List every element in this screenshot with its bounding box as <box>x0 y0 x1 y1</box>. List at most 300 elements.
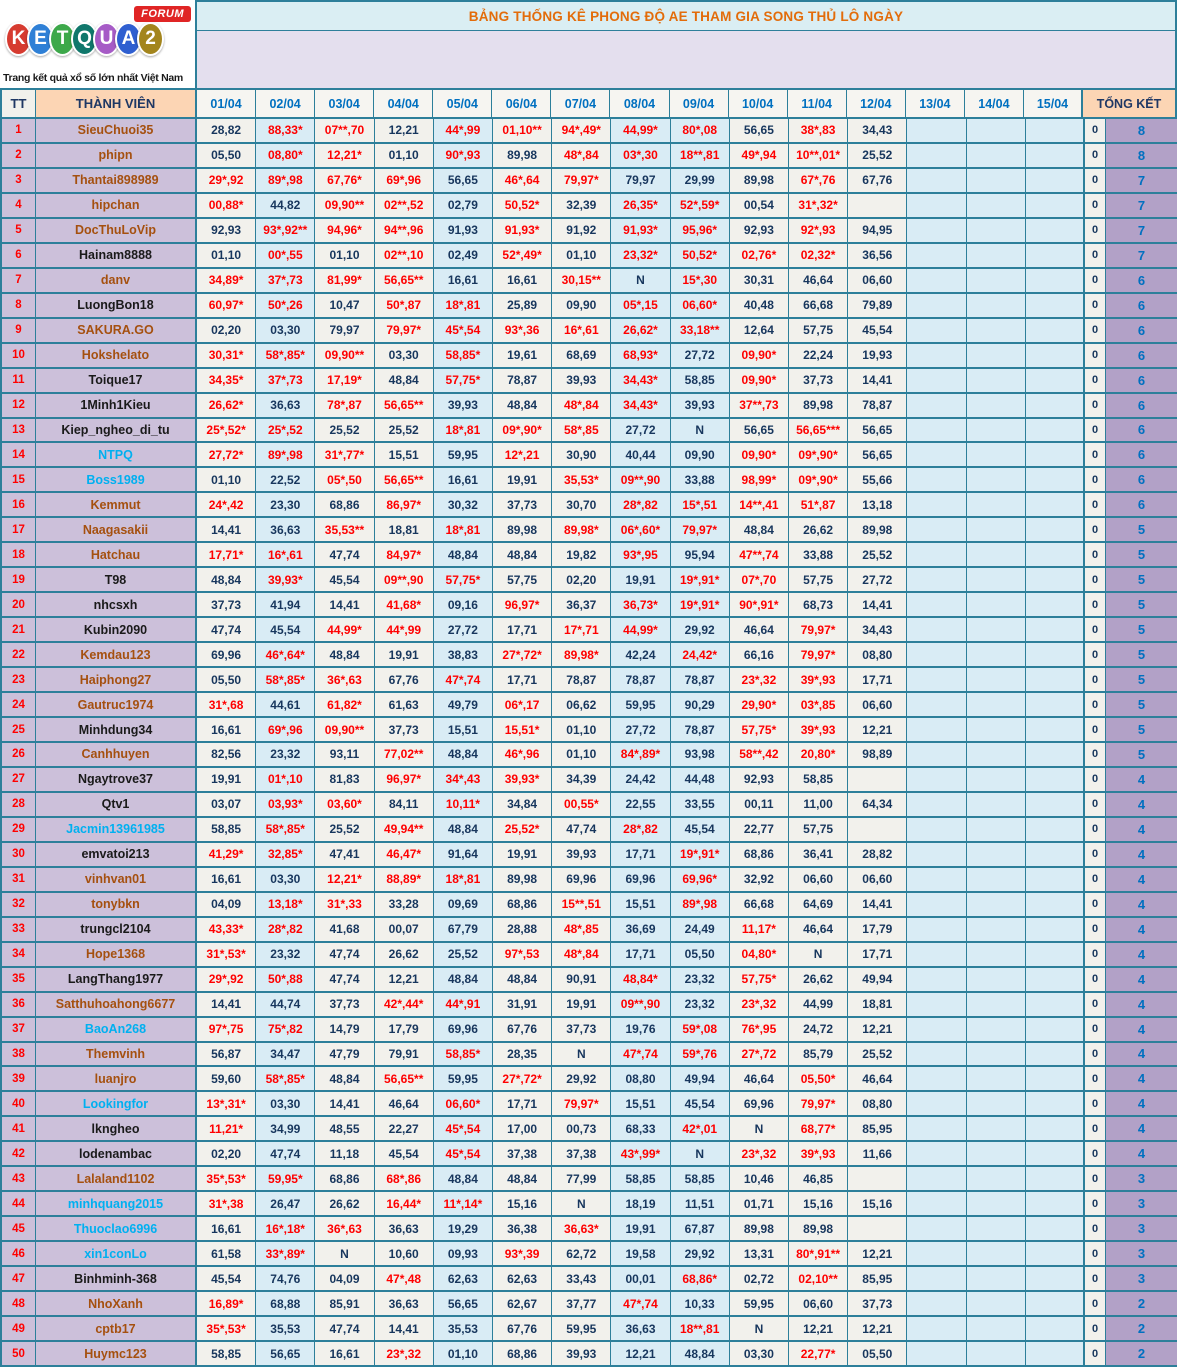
table-row <box>2 818 1177 843</box>
value-cell: 18,81 <box>375 518 434 543</box>
value-cell <box>1026 843 1085 868</box>
value-cell: 58,85 <box>197 818 256 843</box>
value-cell: 79,91 <box>375 1043 434 1068</box>
value-cell: 45,54 <box>256 618 315 643</box>
value-cell: 48,84 <box>434 543 493 568</box>
member-name: 1Minh1Kieu <box>36 394 197 419</box>
value-cell: 01,10 <box>434 1342 493 1367</box>
value-cell: 46,64 <box>789 918 848 943</box>
total-cell: 7 <box>1106 219 1177 244</box>
value-cell: 37,73 <box>493 493 552 518</box>
value-cell: 26,62* <box>611 319 670 344</box>
value-cell: 20,80* <box>789 743 848 768</box>
value-cell <box>967 693 1026 718</box>
value-cell: 09*,90* <box>789 443 848 468</box>
value-cell: 67,76 <box>493 1018 552 1043</box>
value-cell: 56,65 <box>256 1342 315 1367</box>
value-cell: 41,68* <box>375 593 434 618</box>
total-cell: 4 <box>1106 1043 1177 1068</box>
value-cell: 81,83 <box>315 768 374 793</box>
value-cell: 28,88 <box>493 918 552 943</box>
value-cell: 09**,90 <box>611 993 670 1018</box>
value-cell: 79,97 <box>315 319 374 344</box>
member-name: Ngaytrove37 <box>36 768 197 793</box>
zero-cell: 0 <box>1085 693 1106 718</box>
value-cell: 03*,85 <box>789 693 848 718</box>
logo-letter-icon: E <box>27 22 54 56</box>
total-cell: 3 <box>1106 1267 1177 1292</box>
value-cell <box>907 1167 966 1192</box>
value-cell: 97*,75 <box>197 1018 256 1043</box>
value-cell <box>907 1192 966 1217</box>
value-cell: 57,75* <box>434 568 493 593</box>
value-cell: 69,96* <box>671 868 730 893</box>
value-cell <box>967 244 1026 269</box>
total-cell: 7 <box>1106 169 1177 194</box>
zero-cell: 0 <box>1085 893 1106 918</box>
value-cell: 59,60 <box>197 1067 256 1092</box>
table-row <box>2 394 1177 419</box>
table-row <box>2 518 1177 543</box>
value-cell <box>1026 1192 1085 1217</box>
value-cell <box>1026 1267 1085 1292</box>
value-cell: 09,90 <box>671 443 730 468</box>
table-row <box>2 319 1177 344</box>
value-cell <box>967 743 1026 768</box>
zero-cell: 0 <box>1085 868 1106 893</box>
value-cell: 37**,73 <box>730 394 789 419</box>
value-cell: 03,30 <box>256 319 315 344</box>
value-cell: 58*,85* <box>256 1067 315 1092</box>
zero-cell: 0 <box>1085 993 1106 1018</box>
value-cell: 45,54 <box>375 1142 434 1167</box>
header-date: 02/04 <box>256 90 315 117</box>
value-cell <box>907 319 966 344</box>
value-cell: 00,73 <box>552 1117 611 1142</box>
value-cell: 26,62* <box>197 394 256 419</box>
value-cell <box>967 1092 1026 1117</box>
total-cell: 4 <box>1106 943 1177 968</box>
tt-cell: 19 <box>2 568 36 593</box>
value-cell: 06,62 <box>552 693 611 718</box>
value-cell <box>967 818 1026 843</box>
total-cell: 2 <box>1106 1342 1177 1367</box>
value-cell: 46,64 <box>730 618 789 643</box>
value-cell: 15,51* <box>493 718 552 743</box>
value-cell: 33,88 <box>789 543 848 568</box>
value-cell: 84,97* <box>375 543 434 568</box>
value-cell: N <box>671 419 730 444</box>
tt-cell: 42 <box>2 1142 36 1167</box>
value-cell: 56,65** <box>375 394 434 419</box>
value-cell: 58*,85* <box>256 818 315 843</box>
value-cell <box>967 593 1026 618</box>
logo-letter-icon: T <box>49 22 76 56</box>
total-cell: 7 <box>1106 244 1177 269</box>
total-cell: 3 <box>1106 1217 1177 1242</box>
value-cell <box>1026 1317 1085 1342</box>
value-cell: 19,61 <box>493 344 552 369</box>
value-cell: 17,71 <box>611 843 670 868</box>
value-cell: 05,50 <box>197 144 256 169</box>
value-cell: 44,99 <box>789 993 848 1018</box>
value-cell: 23,32* <box>611 244 670 269</box>
value-cell: 06,60* <box>671 294 730 319</box>
value-cell: 90*,91* <box>730 593 789 618</box>
value-cell: 56,65** <box>375 468 434 493</box>
forum-badge: FORUM <box>134 6 191 22</box>
value-cell <box>967 1018 1026 1043</box>
value-cell <box>1026 1142 1085 1167</box>
tt-cell: 30 <box>2 843 36 868</box>
value-cell: 58,85* <box>434 1043 493 1068</box>
page-title: BẢNG THỐNG KÊ PHONG ĐỘ AE THAM GIA SONG THỦ LÔ NGÀY <box>197 2 1175 31</box>
table-row <box>2 493 1177 518</box>
value-cell: 17,71 <box>493 668 552 693</box>
value-cell: 67,76 <box>848 169 907 194</box>
table-row <box>2 1167 1177 1192</box>
value-cell: 51*,87 <box>789 493 848 518</box>
value-cell: 58**,42 <box>730 743 789 768</box>
value-cell: 37,73 <box>315 993 374 1018</box>
value-cell: 48,84 <box>493 543 552 568</box>
total-cell: 4 <box>1106 868 1177 893</box>
value-cell: 15,16 <box>789 1192 848 1217</box>
value-cell: 05,50* <box>789 1067 848 1092</box>
zero-cell: 0 <box>1085 1067 1106 1092</box>
value-cell: 03*,30 <box>611 144 670 169</box>
total-cell: 4 <box>1106 793 1177 818</box>
value-cell: 45,54 <box>671 1092 730 1117</box>
table-row <box>2 1267 1177 1292</box>
value-cell: 46,64 <box>375 1092 434 1117</box>
total-cell: 6 <box>1106 269 1177 294</box>
value-cell: 24,42* <box>671 643 730 668</box>
value-cell <box>1026 1292 1085 1317</box>
value-cell: 85,91 <box>315 1292 374 1317</box>
value-cell: 47*,74 <box>611 1292 670 1317</box>
value-cell: 19,76 <box>611 1018 670 1043</box>
value-cell <box>967 319 1026 344</box>
member-name: Lalaland1102 <box>36 1167 197 1192</box>
value-cell: 13,18 <box>848 493 907 518</box>
value-cell <box>907 369 966 394</box>
table-row <box>2 943 1177 968</box>
value-cell: 15,16 <box>848 1192 907 1217</box>
tt-cell: 26 <box>2 743 36 768</box>
zero-cell: 0 <box>1085 1292 1106 1317</box>
value-cell: 43,33* <box>197 918 256 943</box>
value-cell: 48,84 <box>315 643 374 668</box>
total-cell: 8 <box>1106 119 1177 144</box>
value-cell <box>907 518 966 543</box>
total-cell: 4 <box>1106 818 1177 843</box>
total-cell: 5 <box>1106 568 1177 593</box>
value-cell: 09,90** <box>315 718 374 743</box>
value-cell: 37,38 <box>552 1142 611 1167</box>
value-cell <box>967 294 1026 319</box>
total-cell: 8 <box>1106 144 1177 169</box>
value-cell: 19*,91* <box>671 568 730 593</box>
table-row <box>2 1242 1177 1267</box>
value-cell: 22,55 <box>611 793 670 818</box>
tt-cell: 37 <box>2 1018 36 1043</box>
value-cell: 17,79 <box>375 1018 434 1043</box>
value-cell: 91,93 <box>434 219 493 244</box>
value-cell <box>907 593 966 618</box>
value-cell <box>1026 443 1085 468</box>
value-cell <box>1026 668 1085 693</box>
value-cell: 34,89* <box>197 269 256 294</box>
value-cell: 18**,81 <box>671 1317 730 1342</box>
value-cell: 12,21 <box>375 968 434 993</box>
value-cell: 57,75 <box>789 568 848 593</box>
value-cell: 14,79 <box>315 1018 374 1043</box>
value-cell: 01,10 <box>552 718 611 743</box>
value-cell: 69*,96 <box>375 169 434 194</box>
value-cell: 37,38 <box>493 1142 552 1167</box>
header-date: 13/04 <box>906 90 965 117</box>
value-cell: 28*,82 <box>611 818 670 843</box>
total-cell: 4 <box>1106 1092 1177 1117</box>
value-cell: 19*,91* <box>671 593 730 618</box>
value-cell: 49*,94 <box>730 144 789 169</box>
value-cell: 89,98 <box>493 144 552 169</box>
value-cell: 41,29* <box>197 843 256 868</box>
total-cell: 4 <box>1106 1117 1177 1142</box>
logo-letter-icon: U <box>93 22 120 56</box>
value-cell <box>907 244 966 269</box>
value-cell <box>907 344 966 369</box>
value-cell <box>967 618 1026 643</box>
header-date: 06/04 <box>492 90 551 117</box>
value-cell <box>967 394 1026 419</box>
value-cell <box>967 793 1026 818</box>
value-cell <box>967 1167 1026 1192</box>
zero-cell: 0 <box>1085 119 1106 144</box>
value-cell <box>907 294 966 319</box>
value-cell <box>967 468 1026 493</box>
value-cell: N <box>730 1117 789 1142</box>
value-cell: 12,21* <box>315 868 374 893</box>
value-cell <box>967 1217 1026 1242</box>
zero-cell: 0 <box>1085 518 1106 543</box>
tt-cell: 46 <box>2 1242 36 1267</box>
value-cell: 01,10 <box>197 244 256 269</box>
value-cell <box>848 1217 907 1242</box>
table-row <box>2 1342 1177 1367</box>
logo-letter-icon: 2 <box>137 22 164 56</box>
table-row <box>2 1117 1177 1142</box>
member-name: Gautruc1974 <box>36 693 197 718</box>
value-cell <box>907 1092 966 1117</box>
member-name: phipn <box>36 144 197 169</box>
value-cell: 23*,32 <box>730 1142 789 1167</box>
value-cell: 68,77* <box>789 1117 848 1142</box>
value-cell: 58,85 <box>671 369 730 394</box>
value-cell: 60,97* <box>197 294 256 319</box>
value-cell: 30,90 <box>552 443 611 468</box>
value-cell: 32,39 <box>552 194 611 219</box>
value-cell: 12*,21 <box>493 443 552 468</box>
value-cell <box>907 718 966 743</box>
value-cell: 39,93 <box>552 1342 611 1367</box>
value-cell: 57,75 <box>789 818 848 843</box>
tt-cell: 8 <box>2 294 36 319</box>
value-cell: 31*,33 <box>315 893 374 918</box>
value-cell: 37,73 <box>848 1292 907 1317</box>
total-cell: 2 <box>1106 1317 1177 1342</box>
tt-cell: 13 <box>2 419 36 444</box>
value-cell: 92*,93 <box>789 219 848 244</box>
value-cell <box>907 443 966 468</box>
value-cell: N <box>730 1317 789 1342</box>
value-cell: 24,42 <box>611 768 670 793</box>
value-cell <box>907 893 966 918</box>
value-cell: 35*,53* <box>197 1317 256 1342</box>
logo-letter-icon: A <box>115 22 142 56</box>
value-cell: 44*,99 <box>434 119 493 144</box>
value-cell: 19*,91* <box>671 843 730 868</box>
value-cell: 47,74 <box>315 943 374 968</box>
table-row <box>2 668 1177 693</box>
member-name: Hatchau <box>36 543 197 568</box>
zero-cell: 0 <box>1085 668 1106 693</box>
value-cell <box>967 1142 1026 1167</box>
value-cell: 01,71 <box>730 1192 789 1217</box>
member-name: Lookingfor <box>36 1092 197 1117</box>
value-cell: 09,90* <box>730 344 789 369</box>
value-cell: 17,71 <box>848 943 907 968</box>
value-cell: 48*,84 <box>552 144 611 169</box>
member-name: Thantai898989 <box>36 169 197 194</box>
zero-cell: 0 <box>1085 419 1106 444</box>
zero-cell: 0 <box>1085 793 1106 818</box>
value-cell: 03,07 <box>197 793 256 818</box>
value-cell: 24,49 <box>671 918 730 943</box>
value-cell: 06,60 <box>848 868 907 893</box>
value-cell: 77,99 <box>552 1167 611 1192</box>
value-cell: 11,66 <box>848 1142 907 1167</box>
value-cell: 10**,01* <box>789 144 848 169</box>
zero-cell: 0 <box>1085 918 1106 943</box>
value-cell: 25,52 <box>315 818 374 843</box>
value-cell: 89,98 <box>730 1217 789 1242</box>
total-cell: 5 <box>1106 743 1177 768</box>
value-cell: 94*,49* <box>552 119 611 144</box>
value-cell <box>907 1267 966 1292</box>
value-cell: 48,84 <box>493 1167 552 1192</box>
table-body <box>0 119 1177 1367</box>
value-cell: 25,52 <box>848 144 907 169</box>
value-cell: 29,92 <box>552 1067 611 1092</box>
value-cell: 36,37 <box>552 593 611 618</box>
value-cell: 68,86 <box>315 1167 374 1192</box>
value-cell: 12,21* <box>315 144 374 169</box>
value-cell: 15,51 <box>611 893 670 918</box>
value-cell: N <box>552 1043 611 1068</box>
value-cell: 36,73* <box>611 593 670 618</box>
value-cell: 12,21 <box>848 1242 907 1267</box>
value-cell: 29,92 <box>671 1242 730 1267</box>
value-cell: 25,52 <box>848 1043 907 1068</box>
value-cell: 06*,17 <box>493 693 552 718</box>
value-cell: 15*,30 <box>671 269 730 294</box>
value-cell: 03,30 <box>730 1342 789 1367</box>
value-cell: 27*,72* <box>493 1067 552 1092</box>
value-cell <box>907 1317 966 1342</box>
value-cell: 57,75 <box>789 319 848 344</box>
total-cell: 6 <box>1106 468 1177 493</box>
value-cell: 96,97* <box>375 768 434 793</box>
value-cell: 08,80* <box>256 144 315 169</box>
value-cell: 11,21* <box>197 1117 256 1142</box>
value-cell <box>1026 643 1085 668</box>
value-cell: 33,18** <box>671 319 730 344</box>
value-cell: 88,33* <box>256 119 315 144</box>
value-cell: 44,99* <box>315 618 374 643</box>
table-row <box>2 643 1177 668</box>
value-cell: 29,92 <box>671 618 730 643</box>
zero-cell: 0 <box>1085 1117 1106 1142</box>
table-row <box>2 968 1177 993</box>
value-cell <box>967 1242 1026 1267</box>
value-cell: 44,82 <box>256 194 315 219</box>
value-cell: 05,50 <box>197 668 256 693</box>
value-cell <box>967 993 1026 1018</box>
table-row <box>2 468 1177 493</box>
value-cell: 84,11 <box>375 793 434 818</box>
value-cell: 11,00 <box>789 793 848 818</box>
value-cell: 67,79 <box>434 918 493 943</box>
tt-cell: 28 <box>2 793 36 818</box>
value-cell: 48,84 <box>671 1342 730 1367</box>
value-cell: 37,73 <box>197 593 256 618</box>
value-cell: 27*,72 <box>730 1043 789 1068</box>
value-cell: 01,10 <box>552 244 611 269</box>
table-row <box>2 843 1177 868</box>
value-cell: 11,18 <box>315 1142 374 1167</box>
value-cell: 10,60 <box>375 1242 434 1267</box>
value-cell: 45,54 <box>315 568 374 593</box>
value-cell: 93*,92** <box>256 219 315 244</box>
value-cell: 46,64 <box>730 1067 789 1092</box>
member-name: lkngheo <box>36 1117 197 1142</box>
value-cell: 37,73 <box>789 369 848 394</box>
value-cell <box>1026 793 1085 818</box>
value-cell: 62,72 <box>552 1242 611 1267</box>
total-cell: 4 <box>1106 768 1177 793</box>
value-cell <box>967 369 1026 394</box>
value-cell: 19,91 <box>552 993 611 1018</box>
tt-cell: 45 <box>2 1217 36 1242</box>
value-cell: 59,95 <box>730 1292 789 1317</box>
value-cell: 23,30 <box>256 493 315 518</box>
value-cell: 26,47 <box>256 1192 315 1217</box>
value-cell: 78,87 <box>671 718 730 743</box>
value-cell <box>1026 294 1085 319</box>
value-cell: 04,09 <box>197 893 256 918</box>
value-cell: 78,87 <box>611 668 670 693</box>
member-name: Thuoclao6996 <box>36 1217 197 1242</box>
value-cell: 13,18* <box>256 893 315 918</box>
value-cell: 12,64 <box>730 319 789 344</box>
value-cell: 17,71 <box>611 943 670 968</box>
site-logo <box>0 0 197 88</box>
value-cell <box>907 543 966 568</box>
total-cell: 4 <box>1106 968 1177 993</box>
value-cell: 39,93 <box>552 369 611 394</box>
